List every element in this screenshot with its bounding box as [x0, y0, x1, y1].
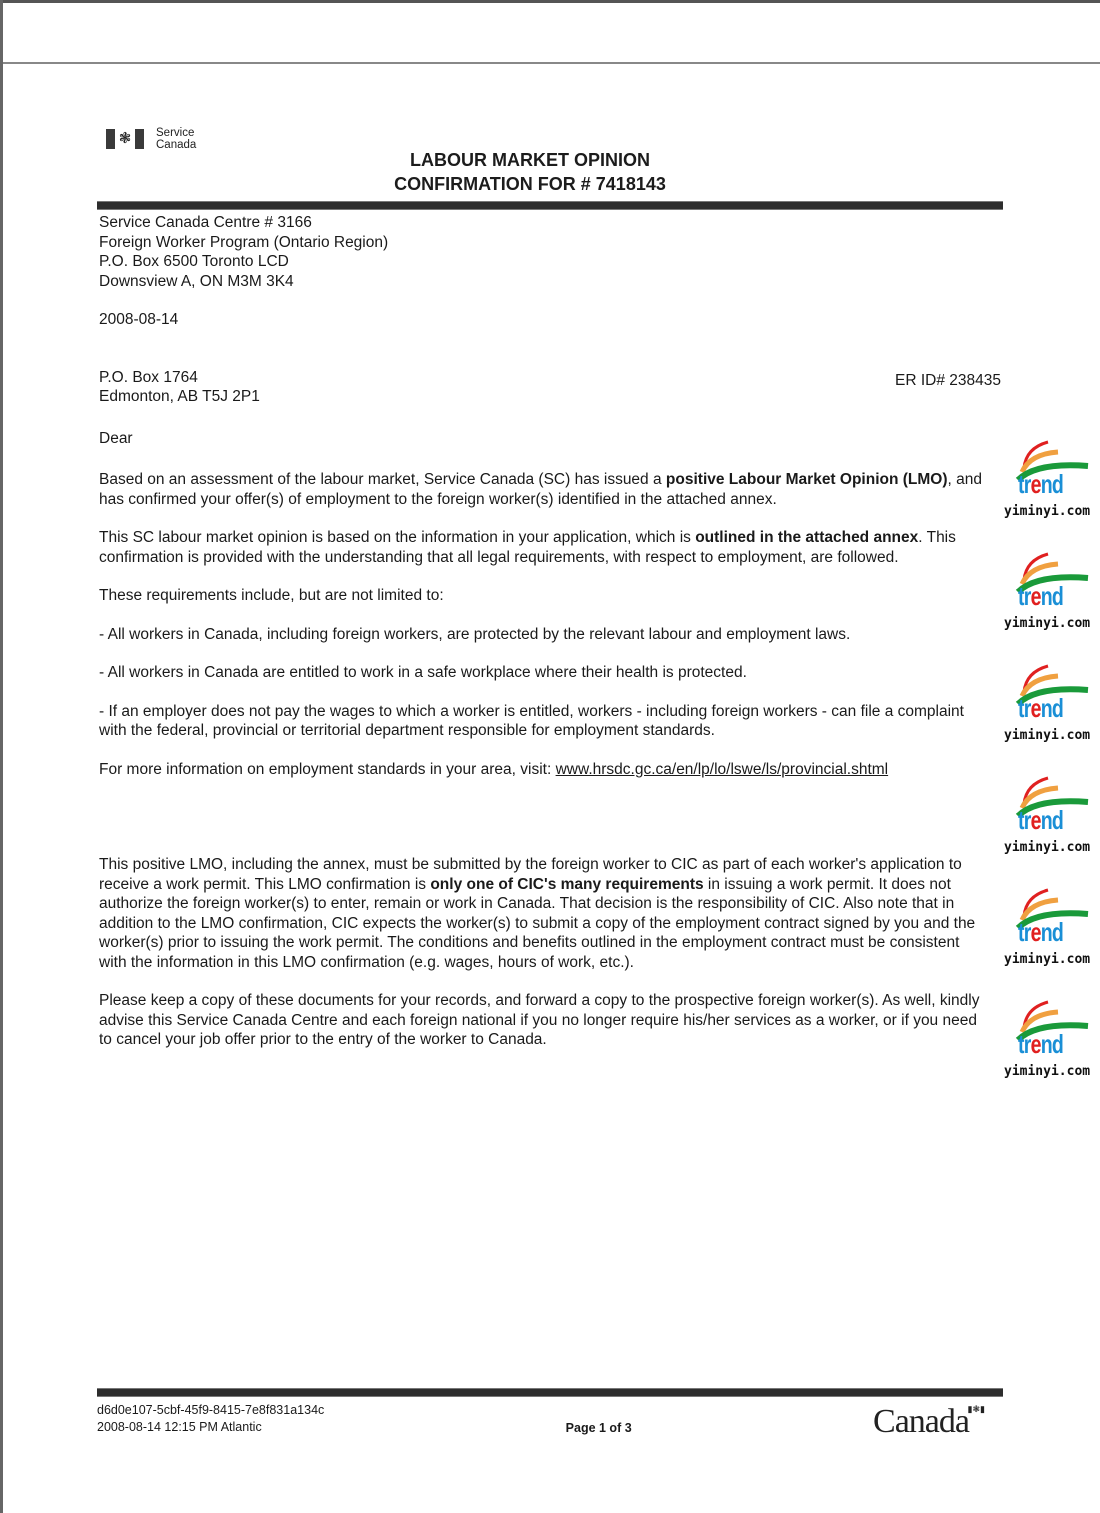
p2-text-end: . This confirmation is provided with the understanding that all legal requirements, with respect to employment, are followed.: [99, 529, 956, 566]
watermark-logo: trend: [1018, 1029, 1064, 1059]
sender-line: Foreign Worker Program (Ontario Region): [99, 233, 389, 251]
salutation: Dear: [99, 429, 133, 447]
page-number: Page 1 of 3: [565, 1421, 632, 1435]
watermark-arcs-icon: [1010, 1000, 1090, 1044]
watermark-logo: trend: [1018, 805, 1064, 835]
watermark-stamp: [1004, 1000, 1098, 1104]
service-canada-logo: [106, 127, 196, 151]
recipient-address: [99, 368, 260, 407]
document-title-line2: CONFIRMATION FOR # 7418143: [394, 174, 666, 194]
requirement-item: - If an employer does not pay the wages to which a worker is entitled, workers - including foreign workers - can file a complaint with the federal, provincial or territorial department responsible for employment standards.: [99, 702, 964, 739]
p4-text: For more information on employment standards in your area, visit:: [99, 760, 556, 778]
p5-bold: only one of CIC's many requirements: [430, 875, 704, 893]
footer-row: [97, 1402, 1003, 1442]
canada-wordmark: [873, 1402, 985, 1442]
requirement-item: - All workers in Canada are entitled to work in a safe workplace where their health is protected.: [99, 664, 747, 681]
logo-text: [156, 127, 196, 151]
watermark-site: yiminyi.com: [1004, 728, 1091, 743]
watermark-site: yiminyi.com: [1004, 1064, 1091, 1079]
p1-text: Based on an assessment of the labour market, Service Canada (SC) has issued a: [99, 471, 666, 488]
canada-flag-icon: ▮❃▮: [967, 1404, 985, 1414]
sender-address: [99, 213, 989, 291]
p1-text-end: , and has confirmed your offer(s) of employment to the foreign worker(s) identified in the attached annex.: [99, 471, 982, 508]
paragraph-requirements-intro: These requirements include, but are not limited to:: [99, 587, 444, 604]
watermark-arcs-icon: [1010, 776, 1090, 820]
watermark-arcs-icon: [1010, 888, 1090, 932]
watermark-stamp: [1004, 664, 1098, 768]
watermark-logo: trend: [1018, 917, 1064, 947]
paragraph-lmo-issued: [99, 470, 989, 509]
flag-bar-left: [106, 129, 115, 149]
letter-date: 2008-08-14: [99, 311, 179, 328]
watermark-logo: trend: [1018, 469, 1064, 499]
logo-text-line2: Canada: [156, 139, 197, 151]
watermark-site: yiminyi.com: [1004, 952, 1091, 967]
footer: [97, 1388, 1003, 1442]
paragraph-keep-copy: Please keep a copy of these documents for your records, and forward a copy to the prospective foreign worker(s). As well, kindly advise this Service Canada Centre and each foreign national if you no longer require his/her services as a worker, or if you need to cancel your job offer prior to the entry of the worker to Canada.: [99, 992, 980, 1048]
p2-text: This SC labour market opinion is based on the information in your application, which is: [99, 529, 696, 546]
maple-leaf-icon: ❃: [118, 130, 132, 147]
recipient-row: [99, 368, 1001, 407]
footer-rule: [97, 1388, 1003, 1397]
watermark-logo: trend: [1018, 693, 1064, 723]
paragraph-more-info: [99, 760, 989, 780]
paragraph-lmo-basis: [99, 528, 989, 567]
watermark-arcs-icon: [1010, 552, 1090, 596]
footer-timestamp: 2008-08-14 12:15 PM Atlantic: [97, 1420, 262, 1434]
watermark-arcs-icon: [1010, 664, 1090, 708]
canada-flag-icon: [106, 129, 144, 149]
letter-body: [99, 213, 1001, 1050]
requirement-item: - All workers in Canada, including foreign workers, are protected by the relevant labour and employment laws.: [99, 625, 851, 643]
watermark-site: yiminyi.com: [1004, 616, 1091, 631]
footer-left: [97, 1402, 324, 1436]
sender-line: P.O. Box 6500 Toronto LCD: [99, 253, 289, 270]
p5-text-end: in issuing a work permit. It does not authorize the foreign worker(s) to enter, remain or work in Canada. That decision is the responsibility of CIC. Also note that in addition to the LMO confirmation, CIC expects the worker(s) to submit a copy of the employment contract signed by you and the worker(s) prior to issuing the work permit. The conditions and benefits outlined in the employment contract must be consistent with the information in this LMO confirmation (e.g. wages, hours of work, etc.).: [99, 875, 976, 971]
recipient-line: Edmonton, AB T5J 2P1: [99, 388, 260, 405]
header-rule: [97, 201, 1003, 210]
watermark-site: yiminyi.com: [1004, 840, 1091, 855]
p5-text: This positive LMO, including the annex, must be submitted by the foreign worker to CIC as part of each worker's application to receive a work permit. This LMO confirmation is: [99, 856, 962, 893]
document-title-line1: LABOUR MARKET OPINION: [410, 150, 650, 170]
scan-edge-left: [0, 0, 3, 1513]
scan-fold-line: [3, 62, 1100, 64]
watermark-arcs-icon: [1010, 440, 1090, 484]
logo-text-line1: Service: [156, 127, 195, 139]
watermark-site: yiminyi.com: [1004, 504, 1091, 519]
watermark-stamp: [1004, 776, 1098, 880]
paragraph-cic-submission: [99, 855, 989, 972]
p1-bold: positive Labour Market Opinion (LMO): [665, 471, 948, 488]
sender-line: Service Canada Centre # 3166: [99, 214, 312, 231]
scan-edge-top: [0, 0, 1100, 3]
watermark-stamp: [1004, 552, 1098, 656]
flag-bar-right: [135, 129, 144, 149]
recipient-line: P.O. Box 1764: [99, 368, 198, 386]
watermark-stamp: [1004, 888, 1098, 992]
p2-bold: outlined in the attached annex: [695, 529, 919, 546]
document-id: d6d0e107-5cbf-45f9-8415-7e8f831a134c: [97, 1403, 325, 1417]
sender-line: Downsview A, ON M3M 3K4: [99, 272, 294, 290]
employer-id: ER ID# 238435: [895, 371, 1001, 389]
watermark-layer: [1004, 440, 1098, 1112]
wordmark-text: Canada: [873, 1403, 969, 1440]
watermark-logo: trend: [1018, 581, 1064, 611]
employment-standards-link[interactable]: www.hrsdc.gc.ca/en/lp/lo/lswe/ls/provincial.shtml: [555, 760, 889, 778]
watermark-stamp: [1004, 440, 1098, 544]
